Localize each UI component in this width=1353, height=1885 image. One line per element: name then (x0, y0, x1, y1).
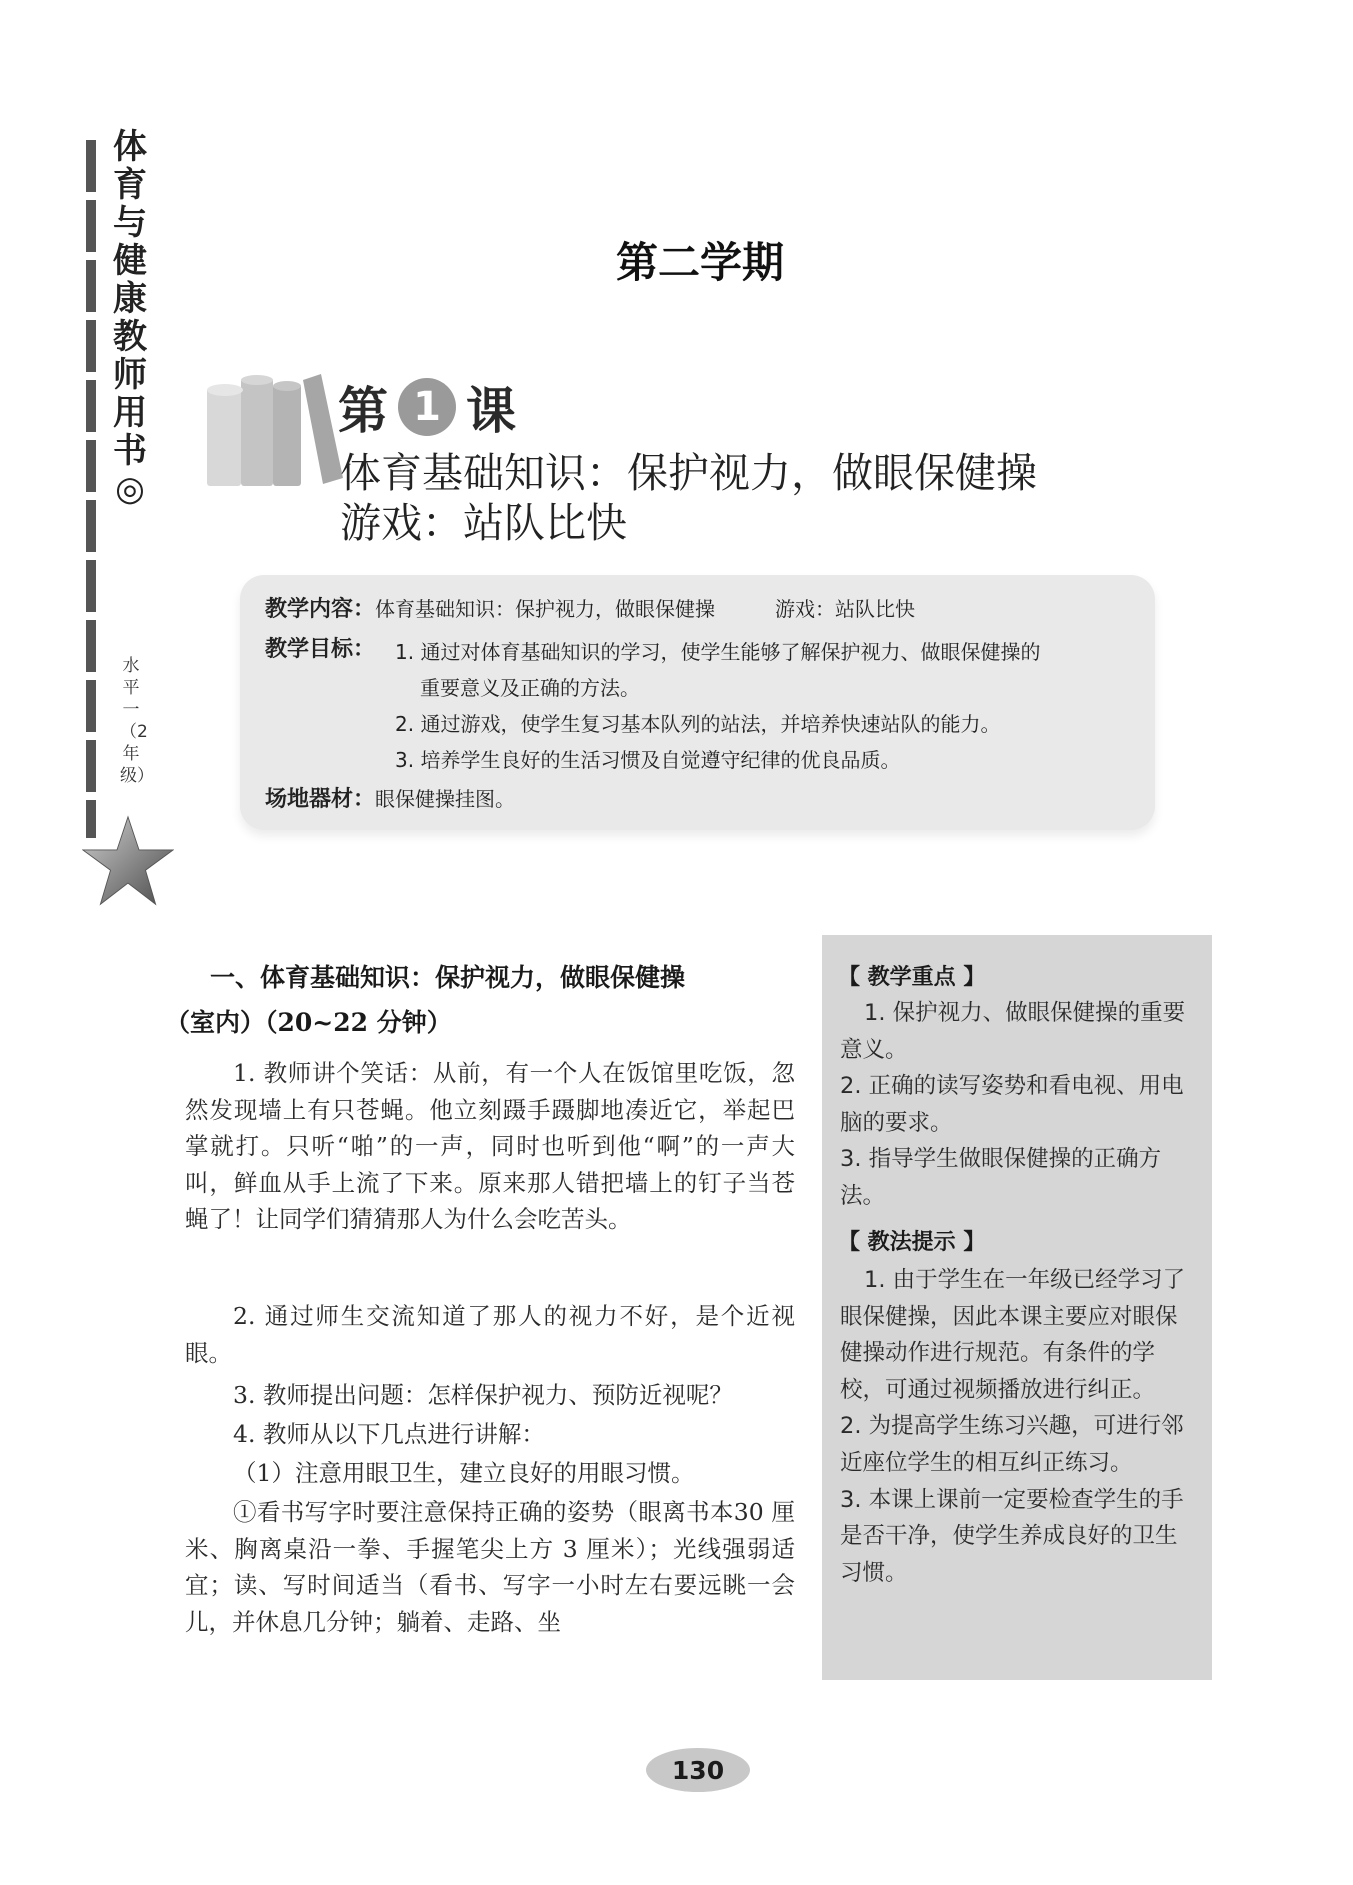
semester-heading: 第二学期 (615, 238, 784, 287)
margin-dash-bar (86, 140, 96, 846)
teaching-goal-row (265, 632, 375, 663)
teaching-goal-3: 3. 培养学生良好的生活习惯及自觉遵守纪律的优良品质。 (395, 748, 901, 772)
method-tips-text: 1. 由于学生在一年级已经学习了眼保健操，因此本课主要应对眼保健操动作进行规范。有条件的学校，可通过视频播放进行纠正。 2. 为提高学生练习兴趣，可进行邻近座位学生的相互纠正练习。 3. 本课上课前一定要检查学生的手是否干净，使学生养成良好的卫生习惯。 (840, 1267, 1186, 1586)
lesson-subtitle-2: 游戏：站队比快 (340, 499, 627, 547)
teaching-goal-1: 1. 通过对体育基础知识的学习，使学生能够了解保护视力、做眼保健操的 (395, 640, 1041, 664)
teaching-content-value: 体育基础知识：保护视力，做眼保健操 游戏：站队比快 (375, 597, 916, 621)
grade-level-vertical: 水平一（2年级） (120, 656, 154, 786)
key-points-text: 1. 保护视力、做眼保健操的重要意义。 2. 正确的读写姿势和看电视、用电脑的要求。 3. 指导学生做眼保健操的正确方法。 (840, 1000, 1186, 1209)
venue-value: 眼保健操挂图。 (375, 787, 516, 811)
lesson-prefix: 第 (338, 382, 388, 440)
teaching-goal-label: 教学目标： (265, 637, 376, 662)
page-number: 130 (646, 1748, 750, 1792)
paragraph-myopia: 2. 通过师生交流知道了那人的视力不好，是个近视眼。 (185, 1302, 795, 1367)
teaching-content-label: 教学内容： (265, 597, 376, 622)
venue-row (265, 782, 515, 813)
books-icon (205, 360, 345, 490)
lesson-number-badge: 1 (398, 378, 456, 436)
paragraph-question: 3. 教师提出问题：怎样保护视力、预防近视呢？ (233, 1381, 733, 1409)
section-title-cont: （室内）（20~22 分钟） (165, 1008, 452, 1037)
paragraph-joke: 1. 教师讲个笑话：从前，有一个人在饭馆里吃饭，忽然发现墙上有只苍蝇。他立刻蹑手蹑脚地凑近它，举起巴掌就打。只听“啪”的一声，同时也听到他“啊”的一声大叫，鲜血从手上流了下来。原来那人错把墙上的钉子当苍蝇了！让同学们猜猜那人为什么会吃苦头。 (185, 1059, 795, 1234)
lesson-heading (338, 372, 516, 442)
lesson-subtitle-1: 体育基础知识：保护视力，做眼保健操 (340, 449, 1037, 497)
book-title-vertical: 体育与健康教师用书◎ (113, 127, 147, 509)
paragraph-eye-hygiene: （1）注意用眼卫生，建立良好的用眼习惯。 (233, 1459, 695, 1487)
teaching-goal-1-cont: 重要意义及正确的方法。 (420, 676, 640, 700)
teaching-content-row (265, 592, 915, 623)
method-tips-title: 【 教法提示 】 (838, 1230, 986, 1255)
paragraph-explain: 4. 教师从以下几点进行讲解： (233, 1420, 545, 1448)
venue-label: 场地器材： (265, 787, 376, 812)
section-title: 一、体育基础知识：保护视力，做眼保健操 (210, 963, 686, 992)
key-points-title: 【 教学重点 】 (838, 965, 986, 990)
lesson-suffix: 课 (466, 382, 516, 440)
star-icon (82, 815, 174, 907)
teaching-goal-2: 2. 通过游戏，使学生复习基本队列的站法，并培养快速站队的能力。 (395, 712, 1001, 736)
paragraph-posture: ①看书写字时要注意保持正确的姿势（眼离书本30 厘米、胸离桌沿一拳、手握笔尖上方 3 厘米）；光线强弱适宜；读、写时间适当（看书、写字一小时左右要远眺一会儿，并休息几分钟；躺着、走路、坐 (185, 1498, 795, 1636)
